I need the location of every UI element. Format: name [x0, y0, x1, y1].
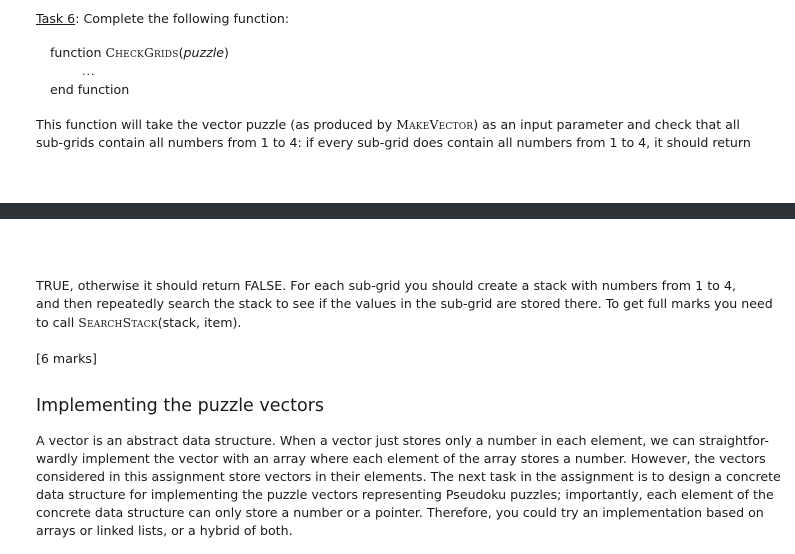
- section-heading: Implementing the puzzle vectors: [36, 396, 325, 416]
- section-line-4: data structure for implementing the puzzle vectors representing Pseudoku puzzles; importantly, each element of the: [36, 487, 774, 502]
- function-end: end function: [50, 82, 130, 97]
- function-keyword: function: [50, 45, 106, 60]
- paragraph-1-line-1-end: ) as an input parameter and check that all: [473, 117, 740, 132]
- function-param: puzzle: [183, 45, 224, 60]
- param-open: (: [178, 45, 184, 60]
- section-line-2: wardly implement the vector with an array where each element of the array stores a number. However, the vectors: [36, 451, 766, 466]
- paragraph-2-line-1: TRUE, otherwise it should return FALSE. For each sub-grid you should create a stack with numbers from 1 to 4,: [36, 278, 736, 293]
- section-line-1: A vector is an abstract data structure. When a vector just stores only a number in each element, we can straightfor-: [36, 433, 769, 448]
- task-label: Task 6: [36, 11, 76, 26]
- paragraph-2-line-3-end: (stack, item).: [157, 315, 242, 330]
- section-line-5: concrete data structure can only store a number or a pointer. Therefore, you could try an implementation based on: [36, 505, 764, 520]
- function-body-ellipsis: ...: [82, 65, 96, 78]
- make-vector-name: MakeVector: [396, 117, 474, 132]
- paragraph-2-line-3: [36, 315, 241, 331]
- section-line-3: considered in this assignment store vectors in their elements. The next task in the assignment is to design a concrete: [36, 469, 781, 484]
- function-signature: [50, 45, 229, 61]
- task-colon: :: [75, 11, 80, 26]
- search-stack-name: SearchStack: [78, 315, 158, 330]
- section-line-6: arrays or linked lists, or a hybrid of both.: [36, 523, 293, 538]
- task-instruction: Complete the following function:: [79, 11, 290, 26]
- paragraph-2-line-2: and then repeatedly search the stack to see if the values in the sub-grid are stored there. To get full marks you need: [36, 296, 773, 311]
- paragraph-1-line-1-start: This function will take the vector puzzle (as produced by: [36, 117, 397, 132]
- task-heading: [36, 11, 289, 27]
- paragraph-1-line-1: [36, 117, 740, 133]
- page-break-divider: [0, 203, 795, 219]
- function-name: CheckGrids: [105, 45, 179, 60]
- paragraph-1-line-2: sub-grids contain all numbers from 1 to 4: if every sub-grid does contain all numbers from 1 to 4, it should return: [36, 135, 751, 150]
- param-close: ): [223, 45, 229, 60]
- paragraph-2-line-3-start: to call: [36, 315, 79, 330]
- marks-label: [6 marks]: [36, 351, 97, 366]
